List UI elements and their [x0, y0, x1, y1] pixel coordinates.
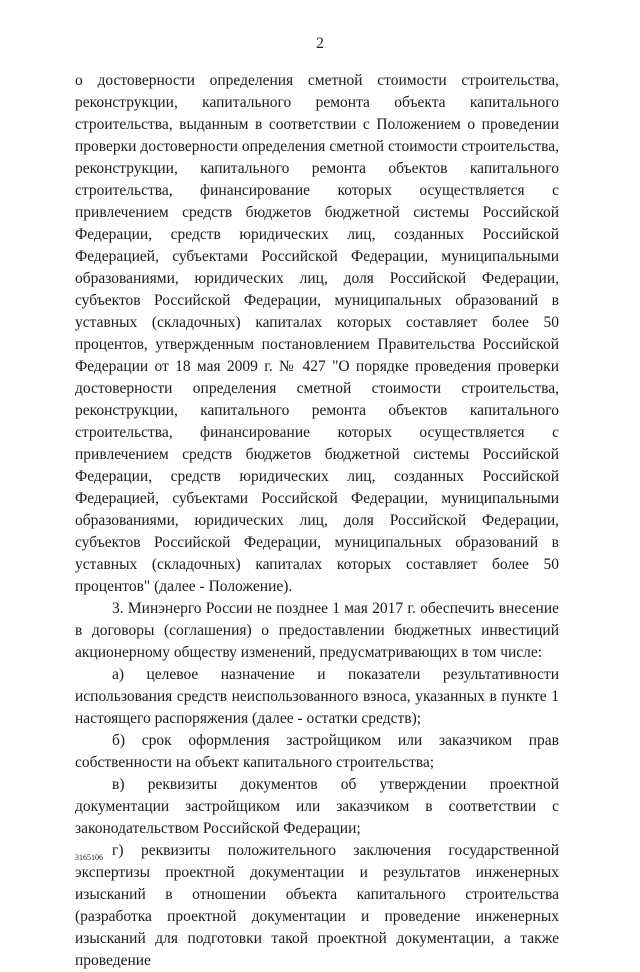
page-number: 2	[316, 35, 324, 52]
document-code: 3165106	[75, 853, 103, 862]
paragraph-subitem-b: б) срок оформления застройщиком или заказчиком прав собственности на объект капитального строительства;	[75, 732, 559, 771]
paragraph-item-3: 3. Минэнерго России не позднее 1 мая 2017 г. обеспечить внесение в договоры (соглашения) о предоставлении бюджетных инвестиций акционерному обществу изменений, предусматривающих в том числе:	[75, 600, 559, 661]
paragraph-subitem-v: в) реквизиты документов об утверждении проектной документации застройщиком или заказчиком в соответствии с законодательством Российской Федерации;	[75, 776, 559, 837]
paragraph-continuation: о достоверности определения сметной стоимости строительства, реконструкции, капитального ремонта объекта капитального строительства, выданным в соответствии с Положением о проведении проверки достоверности определения сметной стоимости строительства, реконструкции, капитального ремонта объектов капитального строительства, финансирование которых осуществляется с привлечением средств бюджетов бюджетной системы Российской Федерации, средств юридических лиц, созданных Российской Федерацией, субъектами Российской Федерации, муниципальными образованиями, юридических лиц, доля Российской Федерации, субъектов Российской Федерации, муниципальных образований в уставных (складочных) капиталах которых составляет более 50 процентов, утвержденным постановлением Правительства Российской Федерации от 18 мая 2009 г. № 427 "О порядке проведения проверки достоверности определения сметной стоимости строительства, реконструкции, капитального ремонта объектов капитального строительства, финансирование которых осуществляется с привлечением средств бюджетов бюджетной системы Российской Федерации, средств юридических лиц, созданных Российской Федерацией, субъектами Российской Федерации, муниципальными образованиями, юридических лиц, доля Российской Федерации, субъектов Российской Федерации, муниципальных образований в уставных (складочных) капиталах которых составляет более 50 процентов" (далее - Положение).	[75, 72, 559, 595]
document-body	[75, 70, 559, 972]
paragraph-subitem-a: а) целевое назначение и показатели результативности использования средств неиспользованного взноса, указанных в пункте 1 настоящего распоряжения (далее - остатки средств);	[75, 666, 559, 727]
paragraph-subitem-g: г) реквизиты положительного заключения государственной экспертизы проектной документации и результатов инженерных изысканий в отношении объекта капитального строительства (разработка проектной документации и проведение инженерных изысканий для подготовки такой проектной документации, а также проведение	[75, 842, 559, 969]
